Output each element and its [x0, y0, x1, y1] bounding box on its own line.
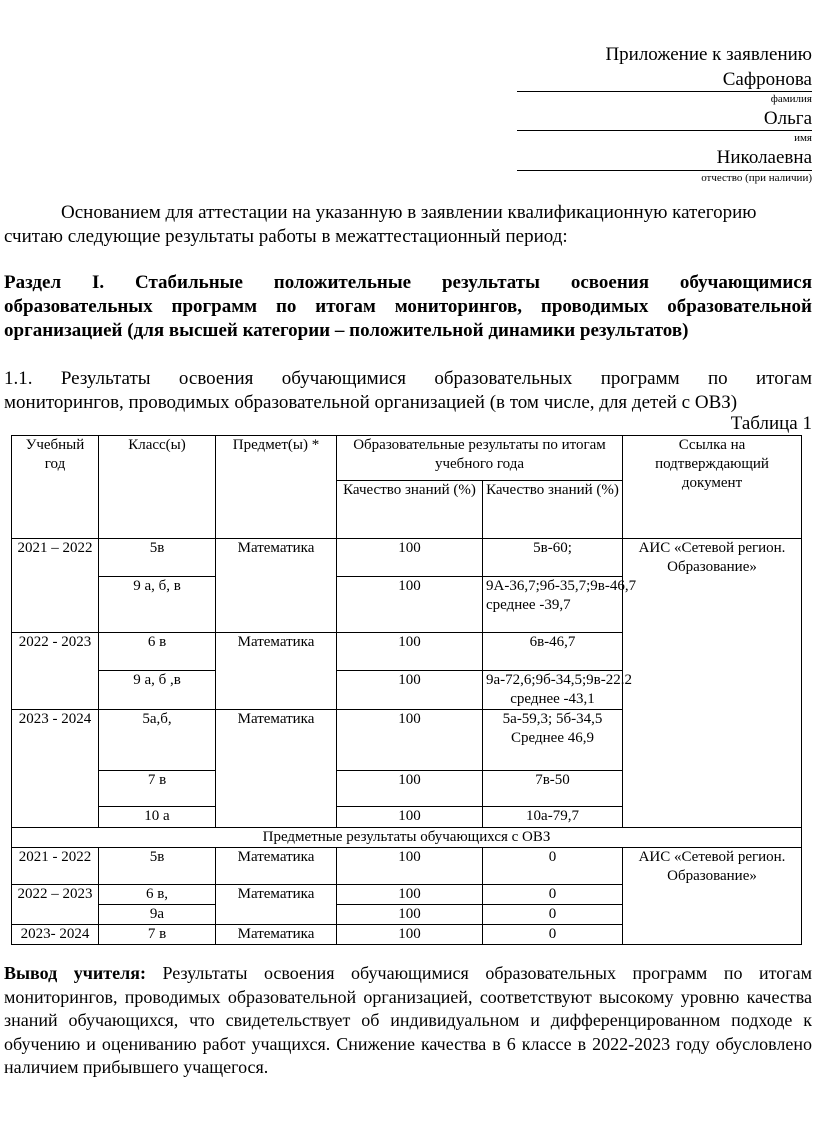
section-line-3: организацией (для высшей категории – положительной динамики результатов) [4, 320, 689, 341]
cell-quality-2: 9а-72,6;9б-34,5;9в-22.2 среднее -43,1 [483, 671, 623, 710]
header-subject: Предмет(ы) * [216, 436, 337, 539]
cell-year: 2021 - 2022 [12, 848, 99, 885]
intro-line-1: Основанием для аттестации на указанную в заявлении квалификационную категорию [61, 202, 757, 223]
point-paragraph [4, 367, 812, 415]
cell-class: 5в [99, 848, 216, 885]
cell-quality-1: 100 [337, 539, 483, 577]
header-link: Ссылка на подтверждающий документ [623, 436, 802, 539]
cell-class: 7 в [99, 771, 216, 807]
cell-class: 7 в [99, 925, 216, 945]
cell-quality-2: 7в-50 [483, 771, 623, 807]
cell-link: АИС «Сетевой регион. Образование» [623, 848, 802, 945]
intro-paragraph [4, 201, 812, 249]
patronymic-value: Николаевна [716, 147, 812, 168]
point-line-2: мониторингов, проводимых образовательной организацией (в том числе, для детей с ОВЗ) [4, 392, 738, 413]
ovz-title-row [12, 828, 802, 848]
conclusion-paragraph [4, 962, 812, 1080]
cell-subject: Математика [216, 848, 337, 885]
intro-line-2: считаю следующие результаты работы в межаттестационный период: [4, 226, 568, 247]
cell-class: 9 а, б, в [99, 577, 216, 633]
cell-class: 6 в, [99, 885, 216, 905]
cell-class: 9а [99, 905, 216, 925]
cell-class: 10 а [99, 807, 216, 828]
cell-class: 5а,б, [99, 710, 216, 771]
cell-year: 2023- 2024 [12, 925, 99, 945]
header-results: Образовательные результаты по итогам учебного года [337, 436, 623, 481]
table-caption: Таблица 1 [730, 413, 812, 434]
cell-quality-1: 100 [337, 905, 483, 925]
cell-subject: Математика [216, 885, 337, 925]
cell-subject: Математика [216, 539, 337, 633]
cell-quality-2: 5а-59,3; 5б-34,5 Среднее 46,9 [483, 710, 623, 771]
cell-quality-1: 100 [337, 771, 483, 807]
header-quality-1: Качество знаний (%) [337, 481, 483, 539]
name-caption: имя [794, 132, 812, 144]
header-class: Класс(ы) [99, 436, 216, 539]
cell-class: 5в [99, 539, 216, 577]
table-header-row [12, 436, 802, 481]
cell-quality-1: 100 [337, 577, 483, 633]
section-line-2: образовательных программ по итогам мониторингов, проводимых образовательной [4, 296, 812, 317]
cell-quality-1: 100 [337, 848, 483, 885]
cell-quality-1: 100 [337, 710, 483, 771]
name-value: Ольга [763, 108, 812, 129]
cell-quality-1: 100 [337, 633, 483, 671]
cell-quality-2: 10а-79,7 [483, 807, 623, 828]
cell-year: 2023 - 2024 [12, 710, 99, 828]
ovz-title: Предметные результаты обучающихся с ОВЗ [12, 828, 802, 848]
cell-quality-2: 5в-60; [483, 539, 623, 577]
cell-quality-2: 6в-46,7 [483, 633, 623, 671]
cell-quality-2: 0 [483, 905, 623, 925]
point-line-1: 1.1. Результаты освоения обучающимися образовательных программ по итогам [4, 368, 812, 389]
cell-subject: Математика [216, 710, 337, 828]
section-heading [4, 271, 812, 343]
cell-quality-2: 0 [483, 925, 623, 945]
cell-year: 2022 – 2023 [12, 885, 99, 925]
cell-class: 9 а, б ,в [99, 671, 216, 710]
patronymic-caption: отчество (при наличии) [701, 172, 812, 184]
patronymic-underline [517, 170, 812, 171]
cell-link: АИС «Сетевой регион. Образование» [623, 539, 802, 828]
cell-subject: Математика [216, 925, 337, 945]
cell-quality-1: 100 [337, 671, 483, 710]
cell-quality-2: 0 [483, 885, 623, 905]
cell-year: 2021 – 2022 [12, 539, 99, 633]
conclusion-text: Результаты освоения обучающимися образовательных программ по итогам мониторингов, проводимых образовательной организацией, соответствуют высокому уровню качества знаний обучающихся, что свидетельствует об индивидуальном и дифференцированном подходе к обучению и оцениванию работ учащихся. Снижение качества в 6 классе в 2022-2023 году обусловлено наличием прибывшего учащегося. [4, 963, 813, 1077]
cell-quality-2: 0 [483, 848, 623, 885]
results-table [11, 435, 802, 945]
header-year: Учебный год [12, 436, 99, 539]
cell-quality-1: 100 [337, 925, 483, 945]
cell-quality-1: 100 [337, 885, 483, 905]
surname-underline [517, 91, 812, 92]
cell-year: 2022 - 2023 [12, 633, 99, 710]
cell-class: 6 в [99, 633, 216, 671]
cell-subject: Математика [216, 633, 337, 710]
header-quality-2: Качество знаний (%) [483, 481, 623, 539]
table-row [12, 539, 802, 577]
surname-value: Сафронова [722, 69, 812, 90]
name-underline [517, 130, 812, 131]
cell-quality-2: 9А-36,7;9б-35,7;9в-46,7 среднее -39,7 [483, 577, 623, 633]
table-row [12, 848, 802, 885]
appendix-label: Приложение к заявлению [605, 44, 812, 65]
conclusion-label: Вывод учителя: [4, 963, 146, 983]
section-line-1: Раздел I. Стабильные положительные результаты освоения обучающимися [4, 272, 812, 293]
cell-quality-1: 100 [337, 807, 483, 828]
surname-caption: фамилия [770, 93, 812, 105]
